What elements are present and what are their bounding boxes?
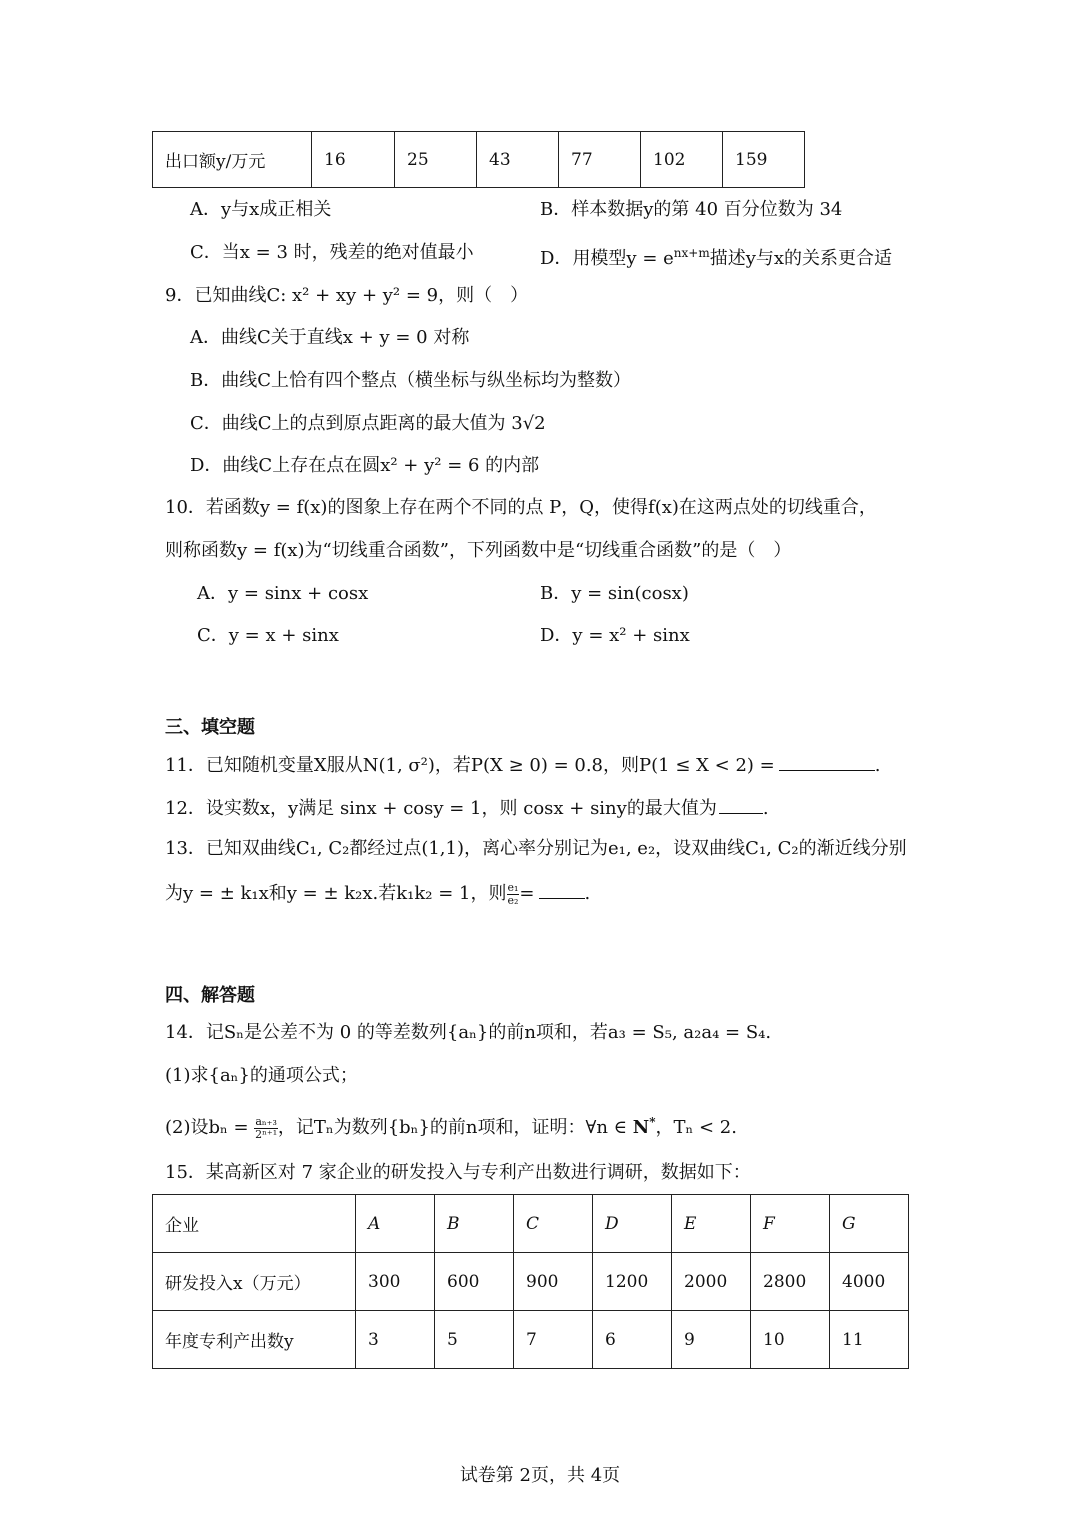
table-cell: 研发投入x（万元） — [153, 1253, 356, 1311]
q8-option-c-label: C． — [190, 242, 222, 263]
q8-option-c — [190, 241, 474, 265]
q9-option-b: B．曲线C上恰有四个整点（横坐标与纵坐标均为整数） — [190, 370, 631, 391]
q14-part2-tail: ，Tₙ < 2. — [655, 1117, 737, 1138]
q8-option-d-label: D． — [540, 248, 573, 269]
q13-line1: 13．已知双曲线C₁, C₂都经过点(1,1)，离心率分别记为e₁, e₂，设双曲线C₁, C₂的渐近线分别 — [165, 838, 907, 859]
cell-text: G — [842, 1213, 856, 1234]
q10-stem-line1: 10．若函数y = f(x)的图象上存在两个不同的点 P，Q，使得f(x)在这两点处的切线重合， — [165, 497, 877, 518]
table-cell: 5 — [435, 1311, 514, 1369]
q8-option-a-label: A． — [190, 199, 221, 220]
table-cell: 300 — [356, 1253, 435, 1311]
table-row — [153, 1253, 909, 1311]
section-title-fill-blank: 三、填空题 — [165, 717, 255, 738]
section-title-answer: 四、解答题 — [165, 985, 255, 1006]
table-cell: 900 — [514, 1253, 593, 1311]
q13-fraction — [507, 882, 520, 907]
q13-line2: 为y = ± k₁x和y = ± k₂x.若k₁k₂ = 1，则 $\frac{\text{e₁}}{\text{e₂}}$ = . — [165, 880, 591, 907]
page-footer: 试卷第 2页，共 4页 — [459, 1465, 621, 1486]
q8-option-d-exponent: nx+m — [673, 246, 710, 260]
table-cell — [672, 1195, 751, 1253]
cell-text: D — [605, 1213, 619, 1234]
q14-part1: (1)求{aₙ}的通项公式； — [165, 1065, 358, 1086]
frac-numerator: e₁ — [507, 880, 519, 894]
q13-equals: = — [519, 883, 535, 904]
export-table — [152, 131, 805, 188]
cell-text: E — [684, 1213, 697, 1234]
q10-option-a: A．y = sinx + cosx — [197, 583, 369, 604]
q14-fraction — [254, 1116, 278, 1141]
table-cell: 企业 — [153, 1195, 356, 1253]
table-cell: 102 — [641, 132, 723, 188]
q8-option-b-text: 样本数据y的第 40 百分位数为 34 — [571, 199, 843, 220]
q12-text: 12．设实数x，y满足 sinx + cosy = 1，则 cosx + siny的最大值为 — [165, 798, 717, 819]
natural-numbers-symbol: N — [632, 1117, 650, 1138]
q9-option-a: A．曲线C关于直线x + y = 0 对称 — [190, 327, 470, 348]
table-cell: 159 — [723, 132, 805, 188]
table-cell: 16 — [312, 132, 395, 188]
q8-option-d — [540, 241, 892, 271]
q11: 11．已知随机变量X服从N(1, σ²)，若P(X ≥ 0) = 0.8，则P(1 ≤ X < 2) = . — [165, 752, 880, 778]
q9-option-c: C．曲线C上的点到原点距离的最大值为 3√2 — [190, 413, 546, 434]
q8-option-d-text: 用模型y = e — [572, 248, 674, 269]
q8-option-d-tail: 描述y与x的关系更合适 — [709, 248, 893, 269]
q10-option-b: B．y = sin(cosx) — [540, 583, 689, 604]
q14-part2-pre: (2)设bₙ = — [165, 1117, 249, 1138]
table-cell: 3 — [356, 1311, 435, 1369]
table-row — [153, 1311, 909, 1369]
q14-part2 — [165, 1110, 737, 1141]
enterprise-table — [152, 1194, 909, 1369]
q11-text: 11．已知随机变量X服从N(1, σ²)，若P(X ≥ 0) = 0.8，则P(1 ≤ X < 2) = — [165, 755, 775, 776]
table-cell — [435, 1195, 514, 1253]
q8-option-c-text: 当x = 3 时，残差的绝对值最小 — [221, 242, 474, 263]
table-cell: 600 — [435, 1253, 514, 1311]
q12: 12．设实数x，y满足 sinx + cosy = 1，则 cosx + siny的最大值为 . — [165, 795, 769, 821]
answer-blank — [779, 752, 875, 771]
table-cell: 年度专利产出数y — [153, 1311, 356, 1369]
q8-option-b — [540, 198, 842, 222]
frac-denominator: 2ⁿ⁺¹ — [255, 1127, 278, 1141]
table-cell: 11 — [830, 1311, 909, 1369]
q13-line2-text: 为y = ± k₁x和y = ± k₂x.若k₁k₂ = 1，则 — [165, 883, 507, 904]
table-cell: 2800 — [751, 1253, 830, 1311]
q15-stem: 15．某高新区对 7 家企业的研发投入与专利产出数进行调研，数据如下： — [165, 1162, 751, 1183]
q14-stem: 14．记Sₙ是公差不为 0 的等差数列{aₙ}的前n项和，若a₃ = S₅, a₂a₄ = S₄. — [165, 1022, 772, 1043]
table-cell — [751, 1195, 830, 1253]
q9-stem: 9．已知曲线C: x² + xy + y² = 9，则（ ） — [165, 285, 529, 306]
table-cell: 43 — [477, 132, 559, 188]
q8-option-b-label: B． — [540, 199, 572, 220]
q9-option-d: D．曲线C上存在点在圆x² + y² = 6 的内部 — [190, 455, 540, 476]
answer-blank — [539, 880, 585, 899]
natural-numbers-star: * — [649, 1115, 656, 1129]
frac-numerator: aₙ₊₃ — [255, 1114, 277, 1128]
table-cell: 25 — [395, 132, 477, 188]
answer-blank — [719, 795, 763, 814]
table-cell: 2000 — [672, 1253, 751, 1311]
table-cell: 出口额y/万元 — [153, 132, 312, 188]
table-cell: 10 — [751, 1311, 830, 1369]
q10-option-c: C．y = x + sinx — [197, 625, 339, 646]
table-cell: 7 — [514, 1311, 593, 1369]
table-cell: 1200 — [593, 1253, 672, 1311]
table-cell: 6 — [593, 1311, 672, 1369]
cell-text: A — [368, 1213, 381, 1234]
q10-stem-line2: 则称函数y = f(x)为“切线重合函数”，下列函数中是“切线重合函数”的是（ ） — [165, 540, 792, 561]
table-cell: 77 — [559, 132, 641, 188]
q8-option-a-text: y与x成正相关 — [221, 199, 332, 220]
table-row — [153, 1195, 909, 1253]
q8-option-a — [190, 198, 331, 222]
table-cell — [514, 1195, 593, 1253]
cell-text: F — [763, 1213, 775, 1234]
cell-text: C — [526, 1213, 540, 1234]
table-cell — [356, 1195, 435, 1253]
table-cell — [593, 1195, 672, 1253]
frac-denominator: e₂ — [507, 893, 519, 907]
q14-part2-post: ，记Tₙ为数列{bₙ}的前n项和，证明：∀n ∈ — [277, 1117, 628, 1138]
table-cell — [830, 1195, 909, 1253]
q10-option-d: D．y = x² + sinx — [540, 625, 690, 646]
table-cell: 9 — [672, 1311, 751, 1369]
table-cell: 4000 — [830, 1253, 909, 1311]
cell-text: B — [447, 1213, 460, 1234]
